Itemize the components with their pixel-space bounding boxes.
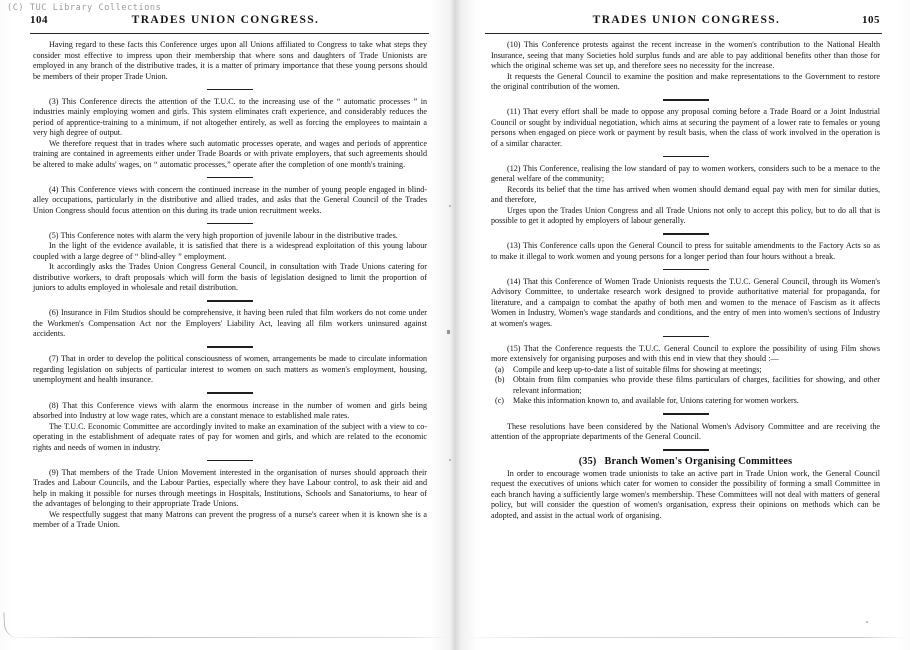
resolution-block xyxy=(491,241,880,262)
resolution-divider xyxy=(207,300,253,302)
page-bottom-edge xyxy=(8,637,904,638)
resolution-block xyxy=(33,401,427,454)
resolution-block xyxy=(491,277,880,330)
section-body-paragraph: In order to encourage women trade unionists to take an active part in Trade Union work, the General Council request the executives of unions which cater for women to consider the possibility of forming a small Committee in each branch having a sufficiently large women's membership. These Committees will not deal with matters of general policy, but will consider the question of women's organisation, express their opinions on methods which can be adopted, and assist in the actual work of organising. xyxy=(491,468,880,520)
running-title-left: TRADES UNION CONGRESS. xyxy=(131,14,320,26)
text-column-left xyxy=(33,40,427,630)
page-header-left xyxy=(30,14,427,32)
resolution-block xyxy=(33,468,427,531)
body-paragraph: In the light of the evidence available, it is satisfied that there is a widespread exploitation of this young labour coupled with a large degree of “ blind-alley ” employment. xyxy=(33,241,427,261)
section-title: Branch Women's Organising Committees xyxy=(604,456,793,468)
body-paragraph: The T.U.C. Economic Committee are accordingly invited to make an examination of the subject with a view to co-operating in the establishment of adequate rates of pay for women and girls, and which are related to the economic rights and needs of women in industry. xyxy=(33,421,427,452)
resolution-block xyxy=(33,354,427,386)
body-paragraph: Records its belief that the time has arrived when women should demand equal pay with men for similar duties, and therefore, xyxy=(491,184,880,205)
body-paragraph: (5) This Conference notes with alarm the very high proportion of juvenile labour in the distributive trades. xyxy=(49,230,398,240)
resolution-divider xyxy=(207,392,253,394)
resolution-block xyxy=(491,40,880,93)
page-header-right xyxy=(487,14,880,32)
closing-paragraph: These resolutions have been considered by the National Women's Advisory Committee and are receiving the attention of the appropriate departments of the General Council. xyxy=(491,421,880,442)
resolution-divider xyxy=(207,177,253,179)
body-paragraph: (3) This Conference directs the attention of the T.U.C. to the increasing use of the “ automatic processes ” in industries mainly employing women and girls. This system eliminates craft experience, and considerably reduces the period of apprentice-training to a minimum, if not altogether entirely, as well as forcing the employees to maintain a very high degree of output. xyxy=(33,96,427,138)
resolution-block xyxy=(33,231,427,294)
folio-number-left: 104 xyxy=(30,14,48,26)
section-heading xyxy=(491,457,880,468)
resolution-block xyxy=(33,308,427,340)
resolution-divider xyxy=(207,346,253,348)
body-paragraph: (13) This Conference calls upon the General Council to press for suitable amendments to the Factory Acts so as to make it illegal to work women and young persons for a longer period than four hours without a break. xyxy=(491,241,880,261)
resolution-block xyxy=(33,185,427,217)
body-paragraph: (10) This Conference protests against the recent increase in the women's contribution to the National Health Insurance, seeing that many Societies hold surplus funds and are able to pay additional benefits other than those for which the original scheme was set up, and therefore sees no necessity for the increase. xyxy=(491,40,880,70)
body-paragraph: (9) That members of the Trade Union Movement interested in the organisation of nurses should approach their Trades and Labour Councils, and the Labour Parties, especially where they have Labour control, to ask their aid and help in making it possible for nurses through meetings in Hospitals, Institutions, Schools and Sanatoriums, to hear of the advantages of belonging to their appropriate Trade Unions. xyxy=(33,467,427,509)
resolution-block xyxy=(491,164,880,227)
body-paragraph: (15) That the Conference requests the T.U.C. General Council to explore the possibility of using Film shows more extensively for organising purposes and with this end in view that they should :— xyxy=(491,343,880,364)
resolution-divider xyxy=(663,156,709,158)
body-paragraph: It requests the General Council to examine the position and make representations to the Government to restore the original contribution of the women. xyxy=(491,71,880,91)
resolution-divider xyxy=(663,413,709,415)
lettered-sublist xyxy=(491,365,880,407)
body-paragraph: (12) This Conference, realising the low standard of pay to women workers, considers such to be a menace to the general welfare of the community; xyxy=(491,163,880,184)
resolution-divider xyxy=(207,460,253,462)
resolution-divider xyxy=(663,99,709,101)
resolution-divider xyxy=(207,223,253,225)
list-item-text: Obtain from film companies who provide these films particulars of charges, facilities for showing, and other relevant information; xyxy=(513,375,880,395)
body-paragraph: (6) Insurance in Film Studios should be comprehensive, it having been ruled that film workers do not come under the Workmen's Compensation Act nor the Employers' Liability Act, leaving all film workers uninsured against accidents. xyxy=(33,308,427,339)
scan-speck xyxy=(866,621,868,623)
resolution-block-15 xyxy=(491,344,880,407)
list-item-marker: (a) xyxy=(495,364,504,374)
body-paragraph: (4) This Conference views with concern the continued increase in the number of young people engaged in blind-alley occupations, particularly in the distributive and allied trades, and asks that the General Council of the Trades Union Congress should focus attention on this during its trade union recruitment weeks. xyxy=(33,184,427,215)
list-item-text: Compile and keep up-to-date a list of suitable films for showing at meetings; xyxy=(513,364,762,374)
body-paragraph: Having regard to these facts this Conference urges upon all Unions affiliated to Congress to take what steps they consider most effective to impress upon their membership that where sons and daughters of Trade Unionists are employed in any branch of the distributive trades, it is a matter of primary importance that these young persons should be members of their proper Trade Union. xyxy=(33,40,427,81)
body-paragraph: (8) That this Conference views with alarm the enormous increase in the number of women and girls being absorbed into Industry at low wage rates, which are a constant menace to established male rates. xyxy=(33,400,427,421)
body-paragraph: We respectfully suggest that many Matrons can prevent the progress of a nurse's career when it is known she is a member of a Trade Union. xyxy=(33,509,427,530)
resolution-divider xyxy=(663,336,709,338)
resolution-divider xyxy=(663,233,709,235)
list-item xyxy=(491,365,880,376)
text-column-right xyxy=(491,40,880,630)
body-paragraph: Urges upon the Trades Union Congress and all Trade Unions not only to accept this policy, but to do all that is possible to get it adopted by employers of labour generally. xyxy=(491,205,880,226)
list-item-text: Make this information known to, and available for, Unions catering for women workers. xyxy=(513,396,799,406)
body-paragraph: We therefore request that in trades where such automatic processes operate, and wages and periods of apprentice training are contained in agreements either under Trade Boards or with private employers, that such agreements should be altered to make adults' wages, on “ automatic processes,” operate after the completion of one month's training. xyxy=(33,138,427,169)
body-paragraph: It accordingly asks the Trades Union Congress General Council, in consultation with Trade Unions catering for distributive workers, to draft proposals which will form the basis of legislation designed to limit the proportion of juniors to adults employed in wholesale and retail distribution. xyxy=(33,262,427,293)
scan-speck xyxy=(449,205,451,207)
resolution-divider xyxy=(663,449,709,451)
body-paragraph: (11) That every effort shall be made to oppose any proposal coming before a Trade Board or a Joint Industrial Council or sought by individual negotiation, which aims at securing the payment of a lower rate to females or young persons when engaged on piece work or payment by result basis, when the class of work involved in the operation is of a similar character. xyxy=(491,107,880,148)
body-paragraph: (14) That this Conference of Women Trade Unionists requests the T.U.C. General Council, through its Women's Advisory Committee, to undertake research work designed to provide authoritative material for propaganda, for literature, and a campaign to combat the apathy of both men and women to the menace of Fascism as it affects Women in Industry, Women's wage standards and conditions, and the entry of men into women's sections of Industry at women's wages. xyxy=(491,276,880,328)
body-paragraph: (7) That in order to develop the political consciousness of women, arrangements be made to circulate information regarding legislation on subjects of particular interest to women on such matters as women's employment, housing, unemployment and health insurance. xyxy=(33,354,427,385)
running-title-right: TRADES UNION CONGRESS. xyxy=(592,14,781,26)
resolution-divider xyxy=(663,269,709,271)
page-right xyxy=(455,0,910,650)
gutter-blemish xyxy=(447,330,450,334)
resolution-block xyxy=(491,107,880,149)
list-item xyxy=(491,375,880,396)
resolution-block xyxy=(33,40,427,82)
library-watermark: (C) TUC Library Collections xyxy=(7,3,162,13)
header-rule-right xyxy=(485,33,882,34)
list-item xyxy=(491,396,880,407)
resolution-divider xyxy=(207,89,253,91)
section-number: (35) xyxy=(578,456,597,468)
header-rule-left xyxy=(30,33,429,34)
folio-number-right: 105 xyxy=(862,14,880,26)
list-item-marker: (b) xyxy=(495,375,505,385)
scan-speck xyxy=(449,459,451,461)
list-item-marker: (c) xyxy=(495,396,504,406)
resolution-block xyxy=(33,97,427,171)
